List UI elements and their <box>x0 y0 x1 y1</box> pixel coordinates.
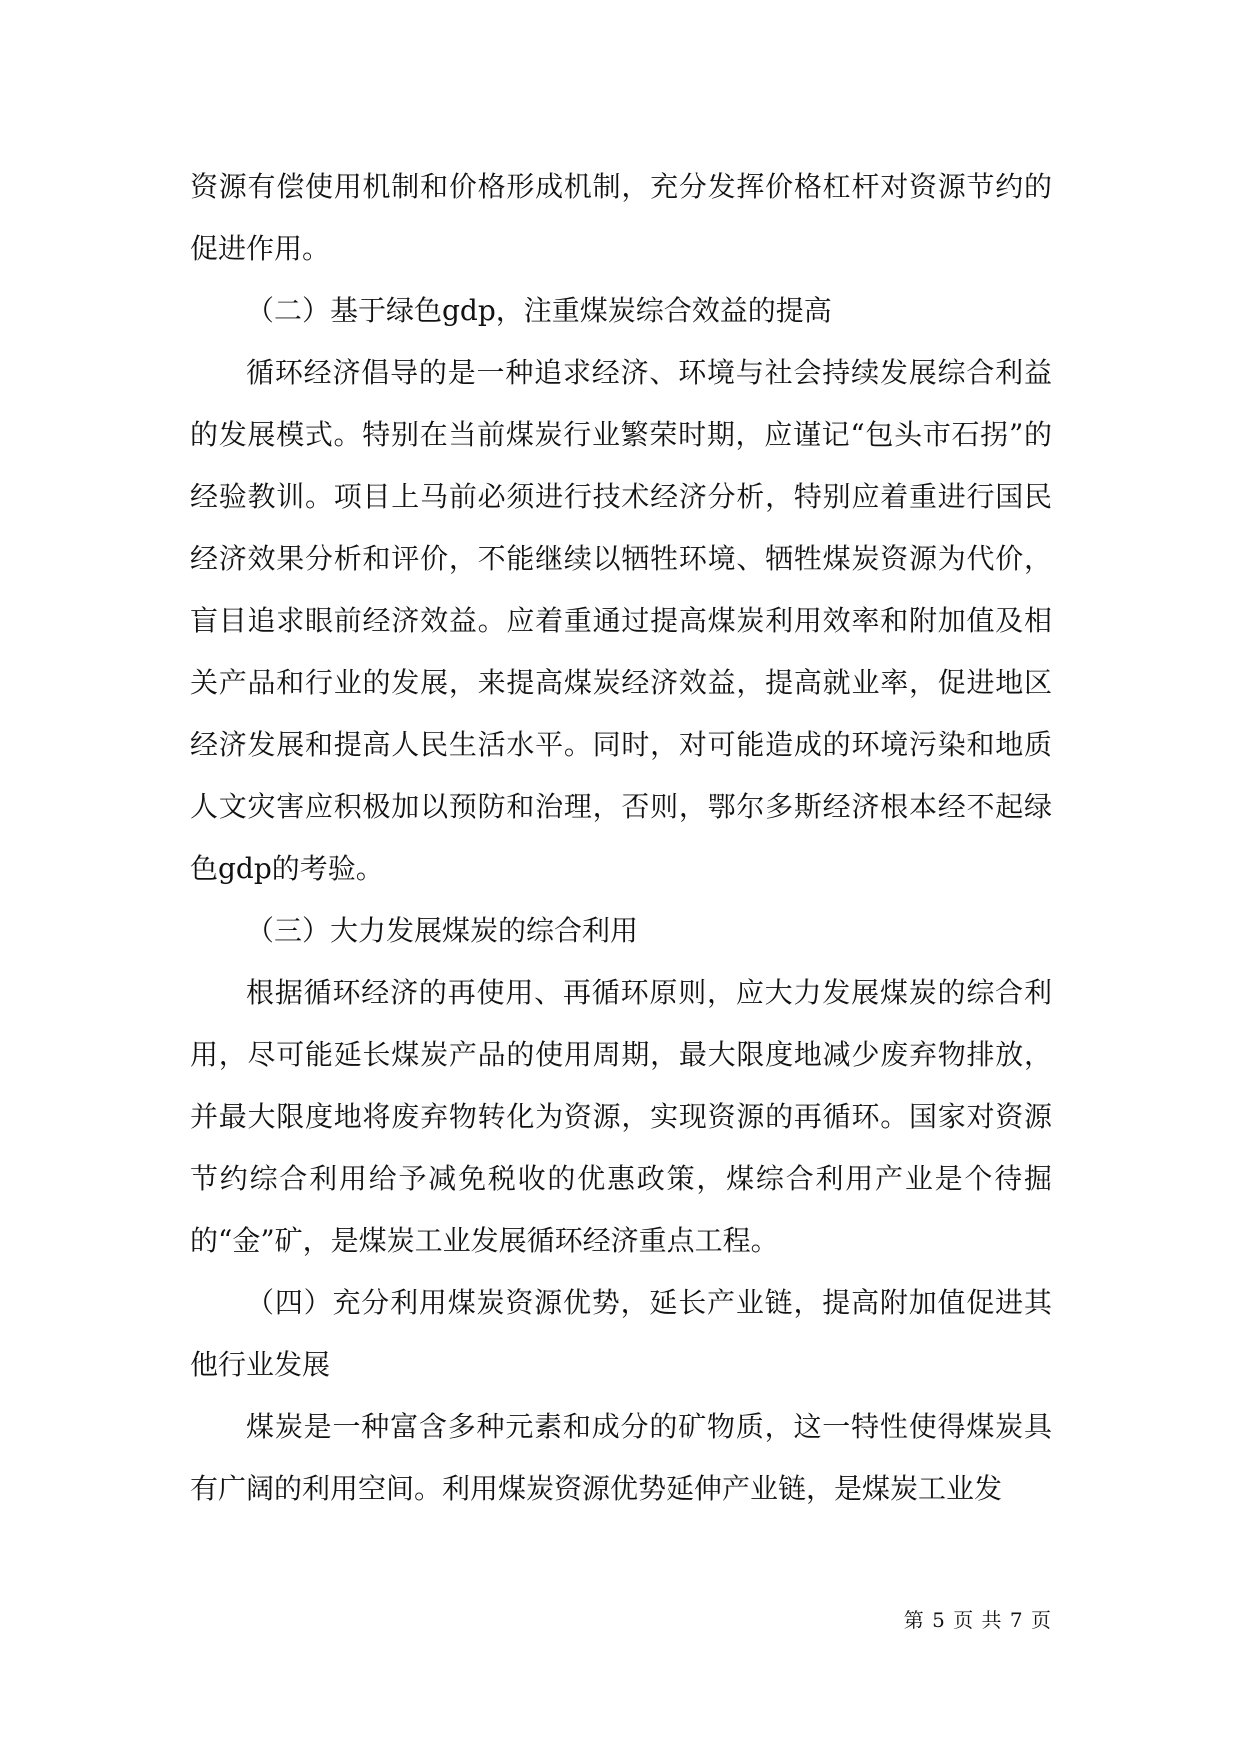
page-footer <box>190 1608 1052 1632</box>
section-heading-4: （四）充分利用煤炭资源优势，延长产业链，提高附加值促进其他行业发展 <box>190 1286 1052 1381</box>
paragraph-continuation: 资源有偿使用机制和价格形成机制，充分发挥价格杠杆对资源节约的促进作用。 <box>190 170 1052 265</box>
document-body <box>190 156 1052 1520</box>
paragraph-industry-chain: 煤炭是一种富含多种元素和成分的矿物质，这一特性使得煤炭具有广阔的利用空间。利用煤炭资源优势延伸产业链，是煤炭工业发 <box>190 1410 1052 1505</box>
paragraph-green-gdp: 循环经济倡导的是一种追求经济、环境与社会持续发展综合利益的发展模式。特别在当前煤炭行业繁荣时期，应谨记“包头市石拐”的经验教训。项目上马前必须进行技术经济分析，特别应着重进行国民经济效果分析和评价，不能继续以牺牲环境、牺牲煤炭资源为代价，盲目追求眼前经济效益。应着重通过提高煤炭利用效率和附加值及相关产品和行业的发展，来提高煤炭经济效益，提高就业率，促进地区经济发展和提高人民生活水平。同时，对可能造成的环境污染和地质人文灾害应积极加以预防和治理，否则，鄂尔多斯经济根本经不起绿色gdp的考验。 <box>190 356 1052 885</box>
page-number: 第 5 页 共 7 页 <box>903 1608 1052 1632</box>
section-heading-2: （二）基于绿色gdp，注重煤炭综合效益的提高 <box>246 294 832 327</box>
paragraph-comprehensive-use: 根据循环经济的再使用、再循环原则，应大力发展煤炭的综合利用，尽可能延长煤炭产品的使用周期，最大限度地减少废弃物排放，并最大限度地将废弃物转化为资源，实现资源的再循环。国家对资源节约综合利用给予减免税收的优惠政策，煤综合利用产业是个待掘的“金”矿，是煤炭工业发展循环经济重点工程。 <box>190 976 1052 1257</box>
section-heading-3: （三）大力发展煤炭的综合利用 <box>246 914 639 947</box>
